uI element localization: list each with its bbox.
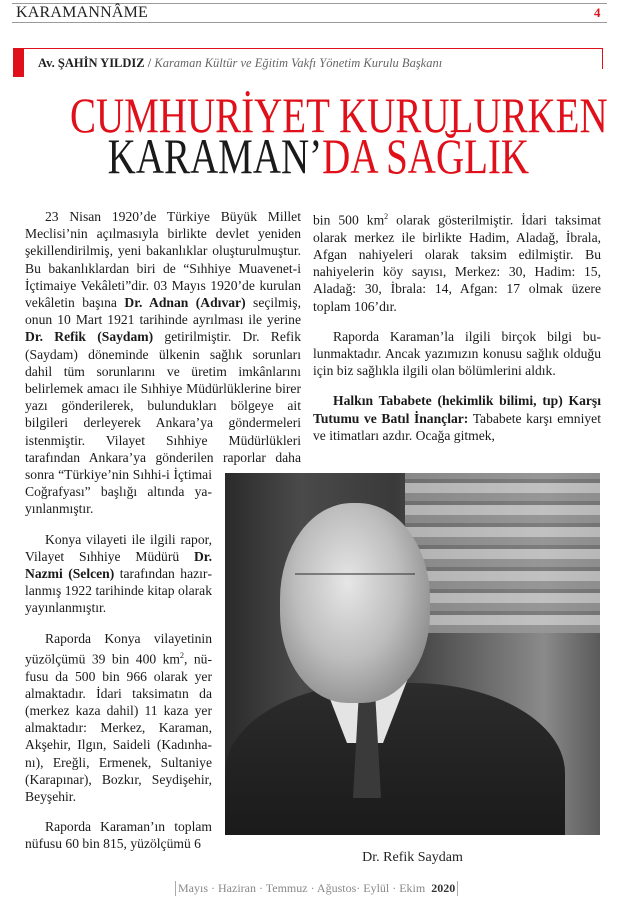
text: olarak gösterilmiştir. İdari taksimat olarak merkez ile birlikte Hadim, Aladağ, İbrala, Afgan nahiyeleri olarak taksim edilmiştir. Bu nahiyelerin köy sayısı, Merkez: 30, Hadim: 15, Aladağ: 30, İbrala: 14, Afgan: 17 olmak üzere toplam 106’dır. xyxy=(313,212,602,314)
superscript: 2 xyxy=(384,212,389,221)
issue-months: Mayıs · Haziran · Temmuz · Ağustos· Eylül · Ekim xyxy=(178,881,426,895)
paragraph xyxy=(313,208,601,315)
issue-year: 2020 xyxy=(431,881,456,895)
glasses xyxy=(295,573,415,601)
paragraph: Raporda Karaman’ın toplam nüfusu 60 bin 815, yüzölçümü 6 xyxy=(25,819,212,852)
text: bin 500 km xyxy=(313,212,385,228)
text: Konya vilayeti ile ilgili rapor, Vilayet Sıhhiye Müdürü xyxy=(25,531,212,564)
bold-heading: Halkın Tababete (hekimlik bilimi, tıp) Karşı Tutumu ve Batıl İnançlar: xyxy=(313,393,601,426)
bold-name: Dr. Adnan (Adıvar) xyxy=(124,295,246,311)
right-column xyxy=(313,208,601,457)
portrait-photo xyxy=(225,473,600,835)
text: , nüfusu da 500 bin 966 olarak yer almaktadır. İdari taksimatın da (merkez kaza dahil) 11 kaza yer almaktadır: Merkez, Karaman, Akşehir, Ilgın, Saideli (Kadınhanı), Ereğli, Ermenek, Sultaniye (Karapınar), Bozkır, Seydişehir, Beyşehir. xyxy=(25,651,212,805)
text: Tababete karşı emniyet ve itimatları azdır. Ocağa gitmek, xyxy=(313,410,601,443)
page-number: 4 xyxy=(594,5,601,20)
byline-accent-bar xyxy=(13,48,24,77)
bold-name: Dr. Nazmi (Selcen) xyxy=(25,548,212,582)
bookshelf xyxy=(405,473,600,633)
author-name: Av. ŞAHİN YILDIZ xyxy=(38,56,145,70)
byline-separator: / xyxy=(147,56,152,70)
author-role: Karaman Kültür ve Eğitim Vakfı Yönetim Kurulu Başkanı xyxy=(154,56,443,70)
bold-name: Dr. Refik (Saydam) xyxy=(25,329,154,345)
title-black-part: KARAMAN’ xyxy=(107,128,323,184)
photo-caption: Dr. Refik Saydam xyxy=(362,850,463,865)
article-title-line2 xyxy=(70,128,567,184)
header-rule-bottom xyxy=(12,22,607,23)
paragraph: Raporda Karaman’la ilgili birçok bilgi bulunmaktadır. Ancak yazımızın konusu sağlık olduğu için biz sağlıkla ilgili olan bölümlerini aldık. xyxy=(313,328,601,379)
article-title-line1: CUMHURİYET KURULURKEN xyxy=(69,87,608,143)
magazine-name: KARAMANNÂME xyxy=(16,4,148,21)
head xyxy=(280,503,430,703)
text: seçilmiş, onun 10 Mart 1921 tarihinde ayrılması ile yerine xyxy=(25,295,301,328)
text: tarafından hazırlanmış 1922 tarihinde kitap olarak yayınlanmıştır. xyxy=(25,566,212,616)
text: 23 Nisan 1920’de Türkiye Büyük Millet Meclisi’nin açılmasıyla birlikte devlet yeniden şekillendirilmiş, yeni bakanlıklar oluşturulmuştur. Bu bakanlıklardan biri de “Sıhhiye Muavenet-i İçtimaiye Vekâleti”dir. 03 Mayıs 1920’de kurulan vekâletin başına xyxy=(25,209,301,311)
paragraph xyxy=(313,392,601,444)
superscript: 2 xyxy=(180,650,184,660)
footer-issue xyxy=(175,881,458,896)
text: Raporda Konya vilayetinin yüzölçümü 39 bin 400 km xyxy=(25,630,212,667)
title-red-part: DA SAĞLIK xyxy=(322,128,530,184)
text: getirilmiştir. Dr. Refik (Saydam) döneminde ülkenin sağlık sorunları dahil tüm sorunlarını ve üretim imkânlarını belirlemek amacı ile Sıhhiye Müdürlüklerine birer yazı gönderilerek, bulundukları bölgeye ait bilgileri derleyerek Ankara’ya göndermeleri istenmiştir. Vilayet Sıhhiye Müdürlükleri tarafından Ankara’ya gönderilen raporlar daha sonra “Türkiye’nin Sıhhi-i İçtimai Coğrafyası” başlığı altında yayınlanmıştır. xyxy=(25,329,301,517)
byline xyxy=(38,56,442,71)
